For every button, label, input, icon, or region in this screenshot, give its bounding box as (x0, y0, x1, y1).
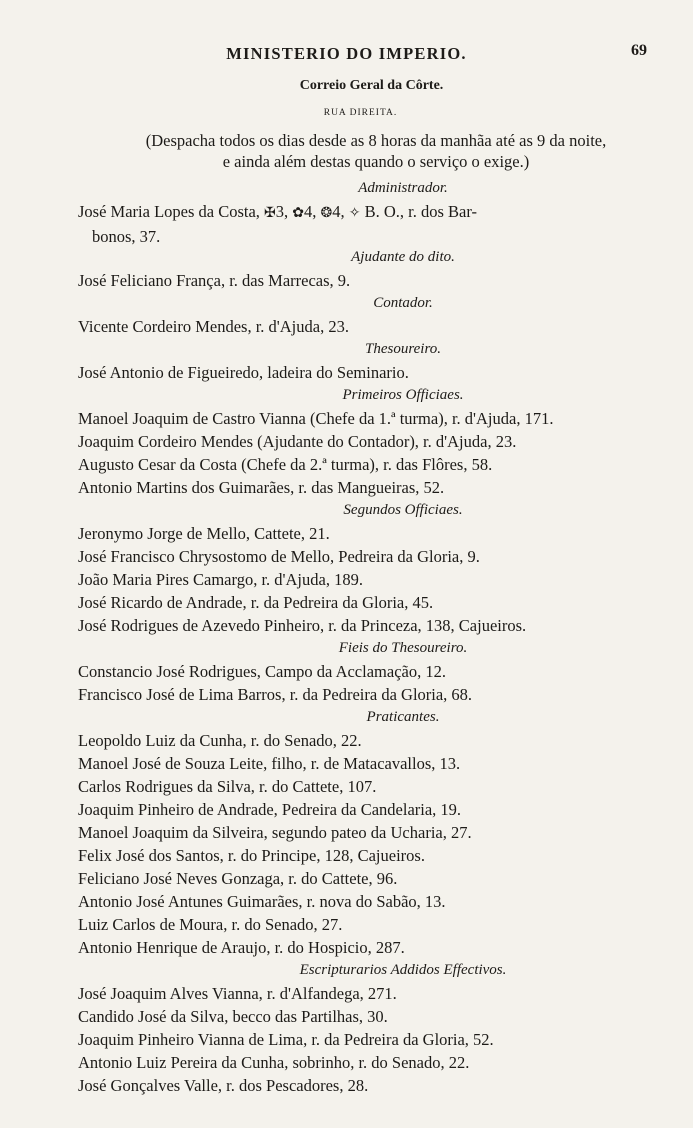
page-number: 69 (631, 42, 647, 59)
list-item: Luiz Carlos de Moura, r. do Senado, 27. (78, 915, 343, 934)
heading-ajudante: Ajudante do dito. (351, 249, 455, 265)
heading-fieis: Fieis do Thesoureiro. (338, 640, 468, 656)
list-item: Leopoldo Luiz da Cunha, r. do Senado, 22. (78, 731, 362, 750)
heading-escripturarios: Escripturarios Addidos Effectivos. (299, 962, 507, 978)
order-count: 4, (332, 202, 345, 221)
rose-order-icon: ✿ (292, 206, 305, 221)
list-item: Jeronymo Jorge de Mello, Cattete, 21. (78, 524, 330, 543)
administrador-address-cont: bonos, 37. (92, 227, 161, 246)
list-item: Antonio Martins dos Guimarães, r. das Mangueiras, 52. (78, 478, 445, 497)
list-item: José Gonçalves Valle, r. dos Pescadores, 28. (78, 1076, 369, 1095)
administrador-entry (78, 200, 678, 246)
running-head: MINISTERIO DO IMPERIO. (226, 44, 467, 63)
list-item: Joaquim Cordeiro Mendes (Ajudante do Contador), r. d'Ajuda, 23. (78, 432, 517, 451)
list-item: Francisco José de Lima Barros, r. da Pedreira da Gloria, 68. (78, 685, 473, 704)
heading-praticantes: Praticantes. (366, 709, 440, 725)
order-count: 3, (275, 202, 289, 221)
list-item: Antonio Henrique de Araujo, r. do Hospicio, 287. (78, 938, 405, 957)
list-item: Antonio José Antunes Guimarães, r. nova do Sabão, 13. (78, 892, 446, 911)
list-item: João Maria Pires Camargo, r. d'Ajuda, 189. (78, 570, 363, 589)
administrador-name: José Maria Lopes da Costa, (78, 202, 260, 221)
heading-contador: Contador. (373, 295, 433, 311)
list-item: Joaquim Pinheiro Vianna de Lima, r. da Pedreira da Gloria, 52. (78, 1030, 494, 1049)
list-item: Manoel José de Souza Leite, filho, r. de Matacavallos, 13. (78, 754, 461, 773)
staff-listing (78, 177, 678, 1097)
list-item: José Feliciano França, r. das Marrecas, 9. (78, 271, 351, 290)
medal-order-icon: ❂ (320, 206, 333, 221)
list-item: Augusto Cesar da Costa (Chefe da 2.ª turma), r. das Flôres, 58. (78, 455, 493, 474)
list-item: Manoel Joaquim da Silveira, segundo pateo da Ucharia, 27. (78, 823, 472, 842)
list-item: Constancio José Rodrigues, Campo da Acclamação, 12. (78, 662, 446, 681)
cross-order-icon: ✠ (264, 206, 276, 221)
star-order-icon: ✧ (348, 206, 361, 221)
heading-primeiros-officiaes: Primeiros Officiaes. (342, 387, 464, 403)
heading-segundos-officiaes: Segundos Officiaes. (343, 502, 463, 518)
list-item: Felix José dos Santos, r. do Principe, 128, Cajueiros. (78, 846, 425, 865)
note-line-2: e ainda além destas quando o serviço o exige.) (222, 152, 530, 171)
list-item: José Rodrigues de Azevedo Pinheiro, r. da Princeza, 138, Cajueiros. (78, 616, 527, 635)
note-line-1: (Despacha todos os dias desde as 8 horas da manhãa até as 9 da noite, (145, 131, 607, 150)
list-item: Feliciano José Neves Gonzaga, r. do Cattete, 96. (78, 869, 398, 888)
list-item: José Francisco Chrysostomo de Mello, Pedreira da Gloria, 9. (78, 547, 480, 566)
list-item: Joaquim Pinheiro de Andrade, Pedreira da Candelaria, 19. (78, 800, 462, 819)
list-item: Carlos Rodrigues da Silva, r. do Cattete, 107. (78, 777, 377, 796)
list-item: Manoel Joaquim de Castro Vianna (Chefe da 1.ª turma), r. d'Ajuda, 171. (78, 409, 554, 428)
office-hours-note (76, 130, 676, 172)
list-item: José Ricardo de Andrade, r. da Pedreira da Gloria, 45. (78, 593, 434, 612)
list-item: José Joaquim Alves Vianna, r. d'Alfandega, 271. (78, 984, 397, 1003)
list-item: José Antonio de Figueiredo, ladeira do Seminario. (78, 363, 409, 382)
list-item: Candido José da Silva, becco das Partilhas, 30. (78, 1007, 388, 1026)
section-title: Correio Geral da Côrte. (299, 78, 444, 93)
order-count: 4, (304, 202, 317, 221)
section-address: RUA DIREITA. (323, 108, 398, 118)
administrador-address: B. O., r. dos Bar- (364, 202, 478, 221)
list-item: Antonio Luiz Pereira da Cunha, sobrinho, r. do Senado, 22. (78, 1053, 470, 1072)
heading-administrador: Administrador. (358, 180, 448, 196)
list-item: Vicente Cordeiro Mendes, r. d'Ajuda, 23. (78, 317, 349, 336)
heading-tesoureiro: Thesoureiro. (365, 341, 441, 357)
